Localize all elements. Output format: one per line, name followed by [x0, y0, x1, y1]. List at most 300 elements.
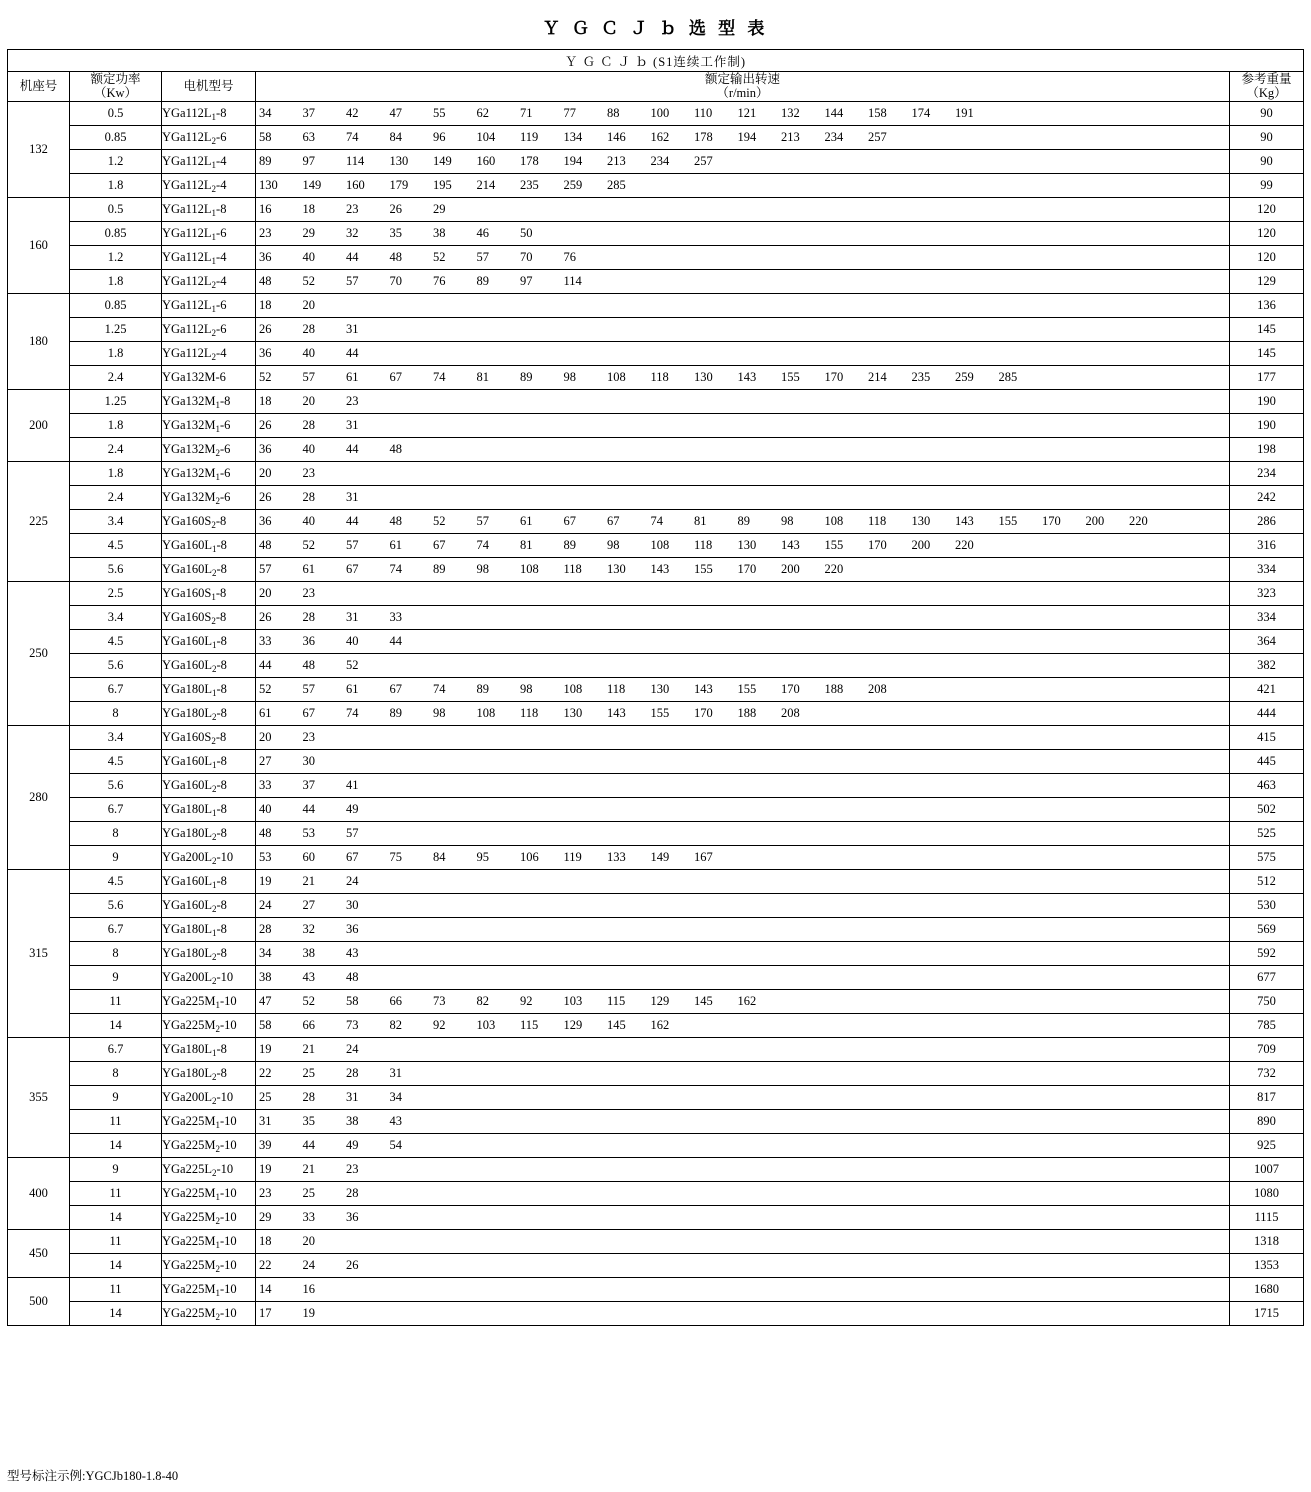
motor-model-cell: $YGa180L_2-8$: [162, 941, 256, 965]
speed-value: 129: [650, 993, 670, 1008]
speed-value: 114: [346, 153, 365, 168]
speed-value: 130: [737, 537, 757, 552]
speed-value: 23: [259, 1185, 272, 1200]
rated-power-cell: 8: [70, 701, 162, 725]
speed-values-cell: [256, 1253, 1230, 1277]
reference-weight-cell: 1007: [1229, 1157, 1303, 1181]
speed-value: 89: [476, 273, 489, 288]
speed-value: 67: [346, 561, 359, 576]
speed-value: 162: [650, 129, 670, 144]
speed-value: 28: [302, 489, 315, 504]
speed-value: 61: [346, 369, 359, 384]
speed-value: 23: [346, 201, 359, 216]
speed-value: 24: [259, 897, 272, 912]
speed-value: 133: [607, 849, 626, 864]
speed-values-cell: [256, 413, 1230, 437]
frame-number-cell: 280: [8, 725, 70, 869]
speed-value: 89: [476, 681, 489, 696]
speed-value: 32: [302, 921, 315, 936]
speed-value: 33: [389, 609, 402, 624]
speed-values-cell: [256, 1205, 1230, 1229]
speed-value: 160: [476, 153, 496, 168]
table-row: [8, 605, 1304, 629]
speed-value: 52: [259, 369, 272, 384]
speed-value: 155: [998, 513, 1018, 528]
speed-value: 170: [694, 705, 713, 720]
speed-value: 74: [476, 537, 489, 552]
table-row: [8, 413, 1304, 437]
reference-weight-cell: 785: [1229, 1013, 1303, 1037]
speed-value: 81: [476, 369, 489, 384]
speed-value: 25: [302, 1065, 315, 1080]
header-weight-line2: （Kg）: [1246, 86, 1287, 101]
speed-value: 19: [302, 1305, 315, 1320]
speed-values-cell: [256, 725, 1230, 749]
speed-value: 20: [259, 585, 272, 600]
motor-model-cell: $YGa160L_2-8$: [162, 773, 256, 797]
table-subtitle: Ｙ Ｇ Ｃ Ｊ ｂ (S1连续工作制): [8, 50, 1304, 72]
reference-weight-cell: 732: [1229, 1061, 1303, 1085]
reference-weight-cell: 120: [1229, 245, 1303, 269]
speed-value: 100: [650, 105, 670, 120]
reference-weight-cell: 286: [1229, 509, 1303, 533]
speed-value: 89: [259, 153, 272, 168]
speed-value: 36: [346, 921, 359, 936]
speed-value: 82: [476, 993, 489, 1008]
motor-model-cell: $YGa225M_2-10$: [162, 1253, 256, 1277]
header-power-line2: （Kw）: [93, 86, 138, 101]
speed-value: 89: [520, 369, 533, 384]
reference-weight-cell: 525: [1229, 821, 1303, 845]
speed-value: 26: [259, 321, 272, 336]
speed-value: 48: [259, 537, 272, 552]
reference-weight-cell: 445: [1229, 749, 1303, 773]
table-row: [8, 317, 1304, 341]
speed-value: 162: [650, 1017, 670, 1032]
speed-value: 143: [607, 705, 626, 720]
speed-value: 21: [302, 1041, 315, 1056]
table-row: [8, 557, 1304, 581]
motor-model-cell: $YGa160L_1-8$: [162, 869, 256, 893]
speed-value: 23: [259, 225, 272, 240]
speed-value: 108: [563, 681, 583, 696]
reference-weight-cell: 316: [1229, 533, 1303, 557]
speed-value: 31: [346, 417, 359, 432]
speed-value: 44: [389, 633, 402, 648]
speed-value: 118: [520, 705, 539, 720]
table-row: [8, 701, 1304, 725]
speed-value: 24: [346, 1041, 359, 1056]
table-row: [8, 269, 1304, 293]
reference-weight-cell: 120: [1229, 197, 1303, 221]
speed-value: 67: [389, 369, 402, 384]
reference-weight-cell: 592: [1229, 941, 1303, 965]
speed-value: 92: [433, 1017, 446, 1032]
motor-model-cell: $YGa225M_1-10$: [162, 1109, 256, 1133]
speed-value: 285: [607, 177, 626, 192]
reference-weight-cell: 444: [1229, 701, 1303, 725]
speed-value: 200: [911, 537, 931, 552]
speed-value: 108: [476, 705, 496, 720]
speed-value: 33: [259, 777, 272, 792]
speed-value: 130: [911, 513, 931, 528]
motor-model-cell: $YGa225M_1-10$: [162, 1277, 256, 1301]
motor-model-cell: $YGa112L_1-6$: [162, 221, 256, 245]
speed-value: 66: [302, 1017, 315, 1032]
speed-value: 106: [520, 849, 539, 864]
speed-value: 19: [259, 873, 272, 888]
reference-weight-cell: 1680: [1229, 1277, 1303, 1301]
frame-number-cell: 500: [8, 1277, 70, 1325]
speed-value: 97: [302, 153, 315, 168]
speed-value: 55: [433, 105, 446, 120]
speed-value: 52: [346, 657, 359, 672]
reference-weight-cell: 512: [1229, 869, 1303, 893]
table-row: [8, 869, 1304, 893]
speed-values-cell: [256, 1229, 1230, 1253]
speed-value: 21: [302, 1161, 315, 1176]
reference-weight-cell: 190: [1229, 413, 1303, 437]
speed-value: 76: [563, 249, 576, 264]
header-speed-line2: （r/min）: [716, 86, 769, 101]
speed-value: 38: [302, 945, 315, 960]
speed-value: 28: [302, 609, 315, 624]
speed-value: 74: [389, 561, 402, 576]
page-title: Ｙ Ｇ Ｃ Ｊ ｂ 选 型 表: [542, 19, 769, 38]
speed-value: 160: [346, 177, 365, 192]
table-row: [8, 1037, 1304, 1061]
speed-value: 67: [607, 513, 620, 528]
table-row: [8, 797, 1304, 821]
reference-weight-cell: 198: [1229, 437, 1303, 461]
speed-value: 132: [781, 105, 800, 120]
reference-weight-cell: 575: [1229, 845, 1303, 869]
speed-value: 20: [259, 729, 272, 744]
speed-value: 191: [955, 105, 974, 120]
speed-values-cell: [256, 1157, 1230, 1181]
speed-value: 31: [259, 1113, 272, 1128]
speed-value: 119: [520, 129, 539, 144]
speed-values-cell: [256, 317, 1230, 341]
rated-power-cell: 6.7: [70, 677, 162, 701]
speed-value: 98: [433, 705, 446, 720]
speed-values-cell: [256, 893, 1230, 917]
speed-value: 31: [346, 489, 359, 504]
speed-value: 118: [868, 513, 887, 528]
frame-number-cell: 250: [8, 581, 70, 725]
speed-values-cell: [256, 1301, 1230, 1325]
speed-value: 220: [1129, 513, 1148, 528]
speed-value: 118: [607, 681, 626, 696]
speed-values-cell: [256, 293, 1230, 317]
speed-value: 170: [781, 681, 800, 696]
frame-number-cell: 400: [8, 1157, 70, 1229]
rated-power-cell: 1.8: [70, 173, 162, 197]
speed-value: 40: [302, 441, 315, 456]
speed-value: 27: [259, 753, 272, 768]
speed-value: 44: [302, 801, 315, 816]
speed-value: 18: [259, 393, 272, 408]
speed-value: 108: [607, 369, 626, 384]
speed-value: 89: [737, 513, 750, 528]
speed-value: 208: [868, 681, 887, 696]
motor-model-cell: $YGa112L_2-4$: [162, 269, 256, 293]
speed-value: 89: [433, 561, 446, 576]
motor-model-cell: $YGa160L_2-8$: [162, 893, 256, 917]
speed-value: 234: [824, 129, 844, 144]
table-row: [8, 101, 1304, 125]
rated-power-cell: 0.85: [70, 221, 162, 245]
rated-power-cell: 5.6: [70, 893, 162, 917]
motor-model-cell: $YGa160S_2-8$: [162, 509, 256, 533]
speed-value: 143: [694, 681, 713, 696]
speed-value: 61: [389, 537, 402, 552]
rated-power-cell: 9: [70, 1085, 162, 1109]
speed-value: 24: [302, 1257, 315, 1272]
speed-value: 220: [824, 561, 844, 576]
speed-value: 40: [259, 801, 272, 816]
speed-value: 36: [259, 441, 272, 456]
speed-value: 22: [259, 1065, 272, 1080]
speed-values-cell: [256, 677, 1230, 701]
speed-value: 208: [781, 705, 800, 720]
speed-value: 31: [346, 609, 359, 624]
rated-power-cell: 11: [70, 1277, 162, 1301]
speed-values-cell: [256, 869, 1230, 893]
speed-value: 143: [737, 369, 757, 384]
speed-value: 130: [650, 681, 670, 696]
speed-values-cell: [256, 1181, 1230, 1205]
header-weight: [1229, 72, 1303, 102]
reference-weight-cell: 890: [1229, 1109, 1303, 1133]
speed-value: 38: [433, 225, 446, 240]
speed-value: 110: [694, 105, 713, 120]
speed-value: 20: [259, 465, 272, 480]
motor-model-cell: $YGa180L_1-8$: [162, 797, 256, 821]
rated-power-cell: 14: [70, 1205, 162, 1229]
header-power: [70, 72, 162, 102]
motor-model-cell: $YGa160L_1-8$: [162, 533, 256, 557]
speed-value: 52: [433, 249, 446, 264]
speed-value: 74: [433, 369, 446, 384]
speed-value: 149: [650, 849, 670, 864]
speed-values-cell: [256, 197, 1230, 221]
speed-value: 44: [346, 513, 359, 528]
rated-power-cell: 4.5: [70, 533, 162, 557]
speed-value: 98: [607, 537, 620, 552]
speed-value: 28: [302, 1089, 315, 1104]
motor-model-cell: $YGa225M_1-10$: [162, 1229, 256, 1253]
rated-power-cell: 8: [70, 1061, 162, 1085]
table-row: [8, 773, 1304, 797]
speed-value: 257: [694, 153, 713, 168]
speed-value: 18: [259, 297, 272, 312]
table-row: [8, 941, 1304, 965]
speed-value: 97: [520, 273, 533, 288]
speed-value: 108: [824, 513, 844, 528]
speed-value: 44: [346, 441, 359, 456]
reference-weight-cell: 709: [1229, 1037, 1303, 1061]
speed-value: 23: [302, 465, 315, 480]
speed-values-cell: [256, 1277, 1230, 1301]
speed-values-cell: [256, 1037, 1230, 1061]
frame-number-cell: 132: [8, 101, 70, 197]
footnote: 型号标注示例:YGCJb180-1.8-40: [7, 1469, 179, 1483]
speed-value: 58: [259, 129, 272, 144]
speed-value: 61: [302, 561, 315, 576]
rated-power-cell: 1.8: [70, 413, 162, 437]
speed-value: 19: [259, 1161, 272, 1176]
rated-power-cell: 8: [70, 821, 162, 845]
speed-value: 146: [607, 129, 626, 144]
speed-value: 52: [302, 273, 315, 288]
reference-weight-cell: 177: [1229, 365, 1303, 389]
reference-weight-cell: 364: [1229, 629, 1303, 653]
rated-power-cell: 0.85: [70, 125, 162, 149]
speed-values-cell: [256, 821, 1230, 845]
header-model: 电机型号: [162, 72, 256, 102]
speed-values-cell: [256, 101, 1230, 125]
speed-value: 48: [302, 657, 315, 672]
speed-value: 30: [346, 897, 359, 912]
speed-value: 36: [259, 249, 272, 264]
speed-value: 48: [389, 513, 402, 528]
speed-value: 44: [259, 657, 272, 672]
reference-weight-cell: 90: [1229, 149, 1303, 173]
frame-number-cell: 180: [8, 293, 70, 389]
rated-power-cell: 5.6: [70, 653, 162, 677]
speed-value: 174: [911, 105, 931, 120]
speed-value: 73: [346, 1017, 359, 1032]
rated-power-cell: 1.8: [70, 341, 162, 365]
motor-model-cell: $YGa112L_1-6$: [162, 293, 256, 317]
table-row: [8, 1229, 1304, 1253]
motor-model-cell: YGa132M-6: [162, 365, 256, 389]
speed-value: 28: [346, 1185, 359, 1200]
reference-weight-cell: 463: [1229, 773, 1303, 797]
speed-value: 130: [694, 369, 713, 384]
speed-value: 58: [259, 1017, 272, 1032]
table-row: [8, 653, 1304, 677]
reference-weight-cell: 569: [1229, 917, 1303, 941]
speed-value: 23: [346, 1161, 359, 1176]
speed-value: 44: [346, 345, 359, 360]
table-row: [8, 485, 1304, 509]
speed-value: 149: [302, 177, 322, 192]
speed-values-cell: [256, 245, 1230, 269]
speed-value: 36: [259, 513, 272, 528]
speed-value: 67: [433, 537, 446, 552]
table-row: [8, 917, 1304, 941]
speed-value: 194: [737, 129, 757, 144]
speed-value: 26: [259, 417, 272, 432]
table-row: [8, 749, 1304, 773]
speed-value: 130: [607, 561, 626, 576]
speed-value: 43: [346, 945, 359, 960]
speed-value: 61: [346, 681, 359, 696]
table-row: [8, 1061, 1304, 1085]
speed-value: 121: [737, 105, 757, 120]
speed-value: 28: [302, 417, 315, 432]
motor-model-cell: $YGa160S_2-8$: [162, 605, 256, 629]
speed-value: 235: [911, 369, 931, 384]
speed-value: 57: [476, 249, 489, 264]
speed-value: 259: [955, 369, 974, 384]
speed-value: 77: [563, 105, 576, 120]
speed-value: 74: [433, 681, 446, 696]
speed-value: 21: [302, 873, 315, 888]
speed-value: 74: [346, 705, 359, 720]
speed-value: 195: [433, 177, 452, 192]
speed-values-cell: [256, 533, 1230, 557]
table-row: [8, 1253, 1304, 1277]
table-row: [8, 437, 1304, 461]
frame-number-cell: 225: [8, 461, 70, 581]
speed-value: 155: [650, 705, 670, 720]
speed-value: 108: [650, 537, 670, 552]
rated-power-cell: 4.5: [70, 869, 162, 893]
rated-power-cell: 1.25: [70, 389, 162, 413]
table-row: [8, 125, 1304, 149]
reference-weight-cell: 817: [1229, 1085, 1303, 1109]
speed-value: 214: [868, 369, 887, 384]
table-row: [8, 461, 1304, 485]
table-row: [8, 149, 1304, 173]
rated-power-cell: 6.7: [70, 797, 162, 821]
speed-value: 61: [259, 705, 272, 720]
speed-value: 30: [302, 753, 315, 768]
reference-weight-cell: 120: [1229, 221, 1303, 245]
table-row: [8, 197, 1304, 221]
motor-model-cell: $YGa180L_2-8$: [162, 1061, 256, 1085]
speed-values-cell: [256, 125, 1230, 149]
motor-model-cell: $YGa180L_1-8$: [162, 1037, 256, 1061]
rated-power-cell: 3.4: [70, 605, 162, 629]
speed-value: 53: [259, 849, 272, 864]
reference-weight-cell: 1318: [1229, 1229, 1303, 1253]
table-row: [8, 1301, 1304, 1325]
motor-model-cell: $YGa132M_1-6$: [162, 461, 256, 485]
table-row: [8, 221, 1304, 245]
speed-value: 73: [433, 993, 446, 1008]
speed-value: 81: [694, 513, 707, 528]
table-row: [8, 1277, 1304, 1301]
reference-weight-cell: 925: [1229, 1133, 1303, 1157]
motor-model-cell: $YGa112L_2-4$: [162, 341, 256, 365]
motor-model-cell: $YGa200L_2-10$: [162, 965, 256, 989]
speed-value: 34: [259, 945, 272, 960]
speed-value: 14: [259, 1281, 272, 1296]
speed-value: 57: [259, 561, 272, 576]
rated-power-cell: 2.4: [70, 485, 162, 509]
reference-weight-cell: 415: [1229, 725, 1303, 749]
motor-model-cell: $YGa112L_2-4$: [162, 173, 256, 197]
rated-power-cell: 4.5: [70, 749, 162, 773]
frame-number-cell: 200: [8, 389, 70, 461]
speed-value: 57: [346, 273, 359, 288]
speed-values-cell: [256, 749, 1230, 773]
reference-weight-cell: 129: [1229, 269, 1303, 293]
speed-value: 63: [302, 129, 315, 144]
speed-value: 40: [302, 345, 315, 360]
speed-value: 53: [302, 825, 315, 840]
speed-value: 98: [563, 369, 576, 384]
speed-value: 67: [389, 681, 402, 696]
speed-value: 20: [302, 297, 315, 312]
speed-value: 214: [476, 177, 496, 192]
speed-value: 170: [1042, 513, 1061, 528]
rated-power-cell: 5.6: [70, 773, 162, 797]
